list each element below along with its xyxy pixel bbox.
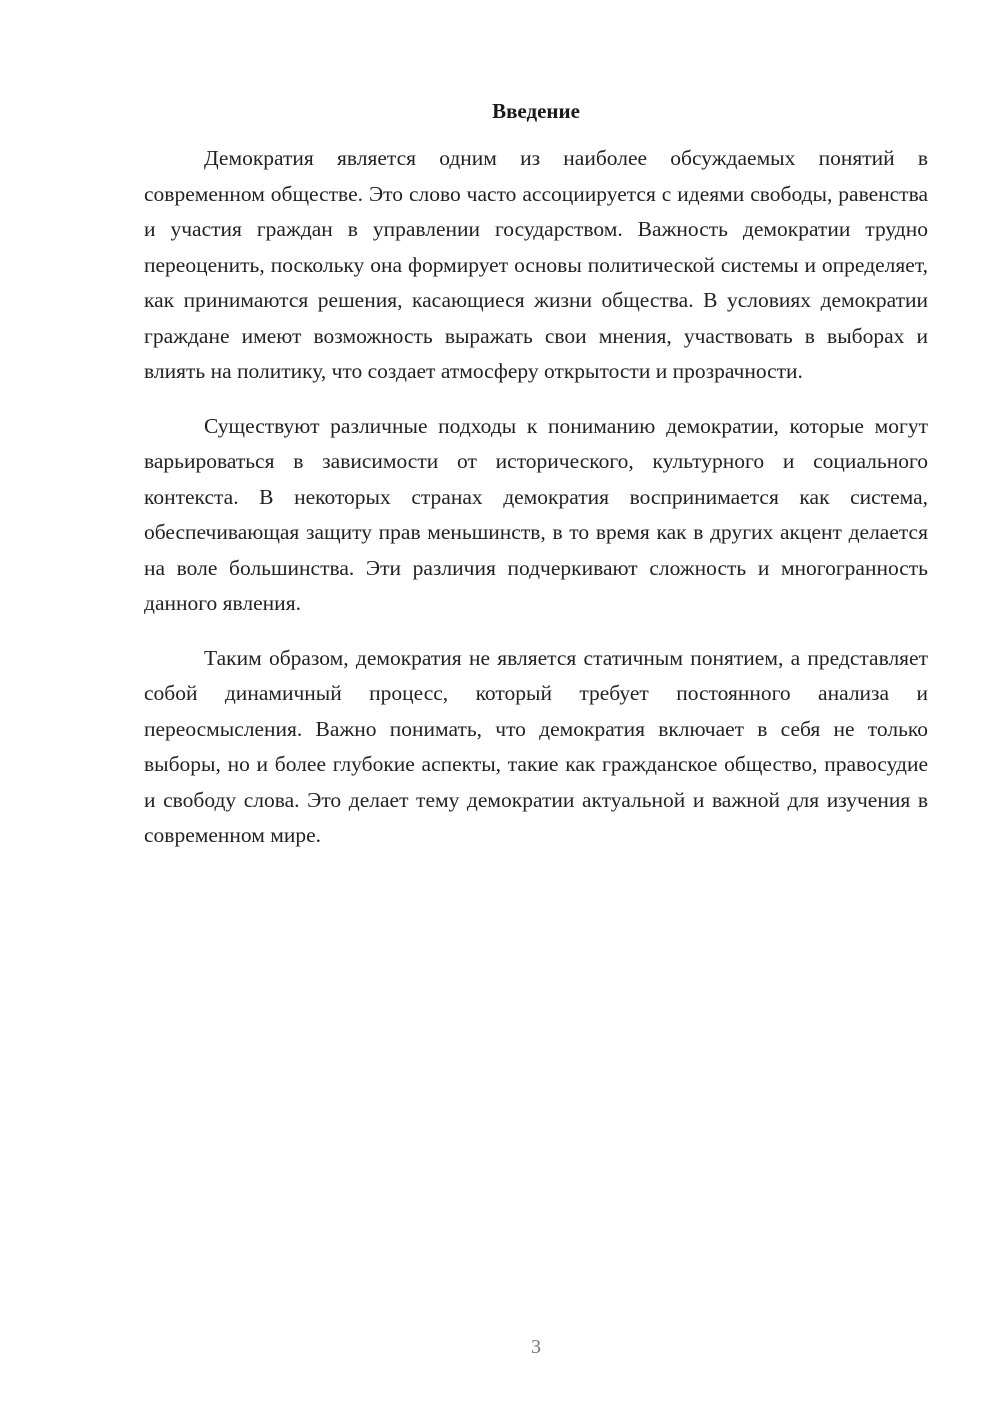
- paragraph-1: Демократия является одним из наиболее обсуждаемых понятий в современном обществе. Это слово часто ассоциируется с идеями свободы, равенства и участия граждан в управлении государством. Важность демократии трудно переоценить, поскольку она формирует основы политической системы и определяет, как принимаются решения, касающиеся жизни общества. В условиях демократии граждане имеют возможность выражать свои мнения, участвовать в выборах и влиять на политику, что создает атмосферу открытости и прозрачности.: [144, 146, 928, 383]
- page-number: 3: [531, 1336, 541, 1358]
- body-text: [144, 141, 928, 873]
- document-page: [144, 0, 928, 1414]
- paragraph-2: Существуют различные подходы к пониманию демократии, которые могут варьироваться в зависимости от исторического, культурного и социального контекста. В некоторых странах демократия воспринимается как система, обеспечивающая защиту прав меньшинств, в то время как в других акцент делается на воле большинства. Эти различия подчеркивают сложность и многогранность данного явления.: [144, 413, 928, 615]
- page-title: Введение: [492, 99, 580, 123]
- paragraph-3: Таким образом, демократия не является статичным понятием, а представляет собой динамичный процесс, который требует постоянного анализа и переосмысления. Важно понимать, что демократия включает в себя не только выборы, но и более глубокие аспекты, такие как гражданское общество, правосудие и свободу слова. Это делает тему демократии актуальной и важной для изучения в современном мире.: [144, 645, 928, 847]
